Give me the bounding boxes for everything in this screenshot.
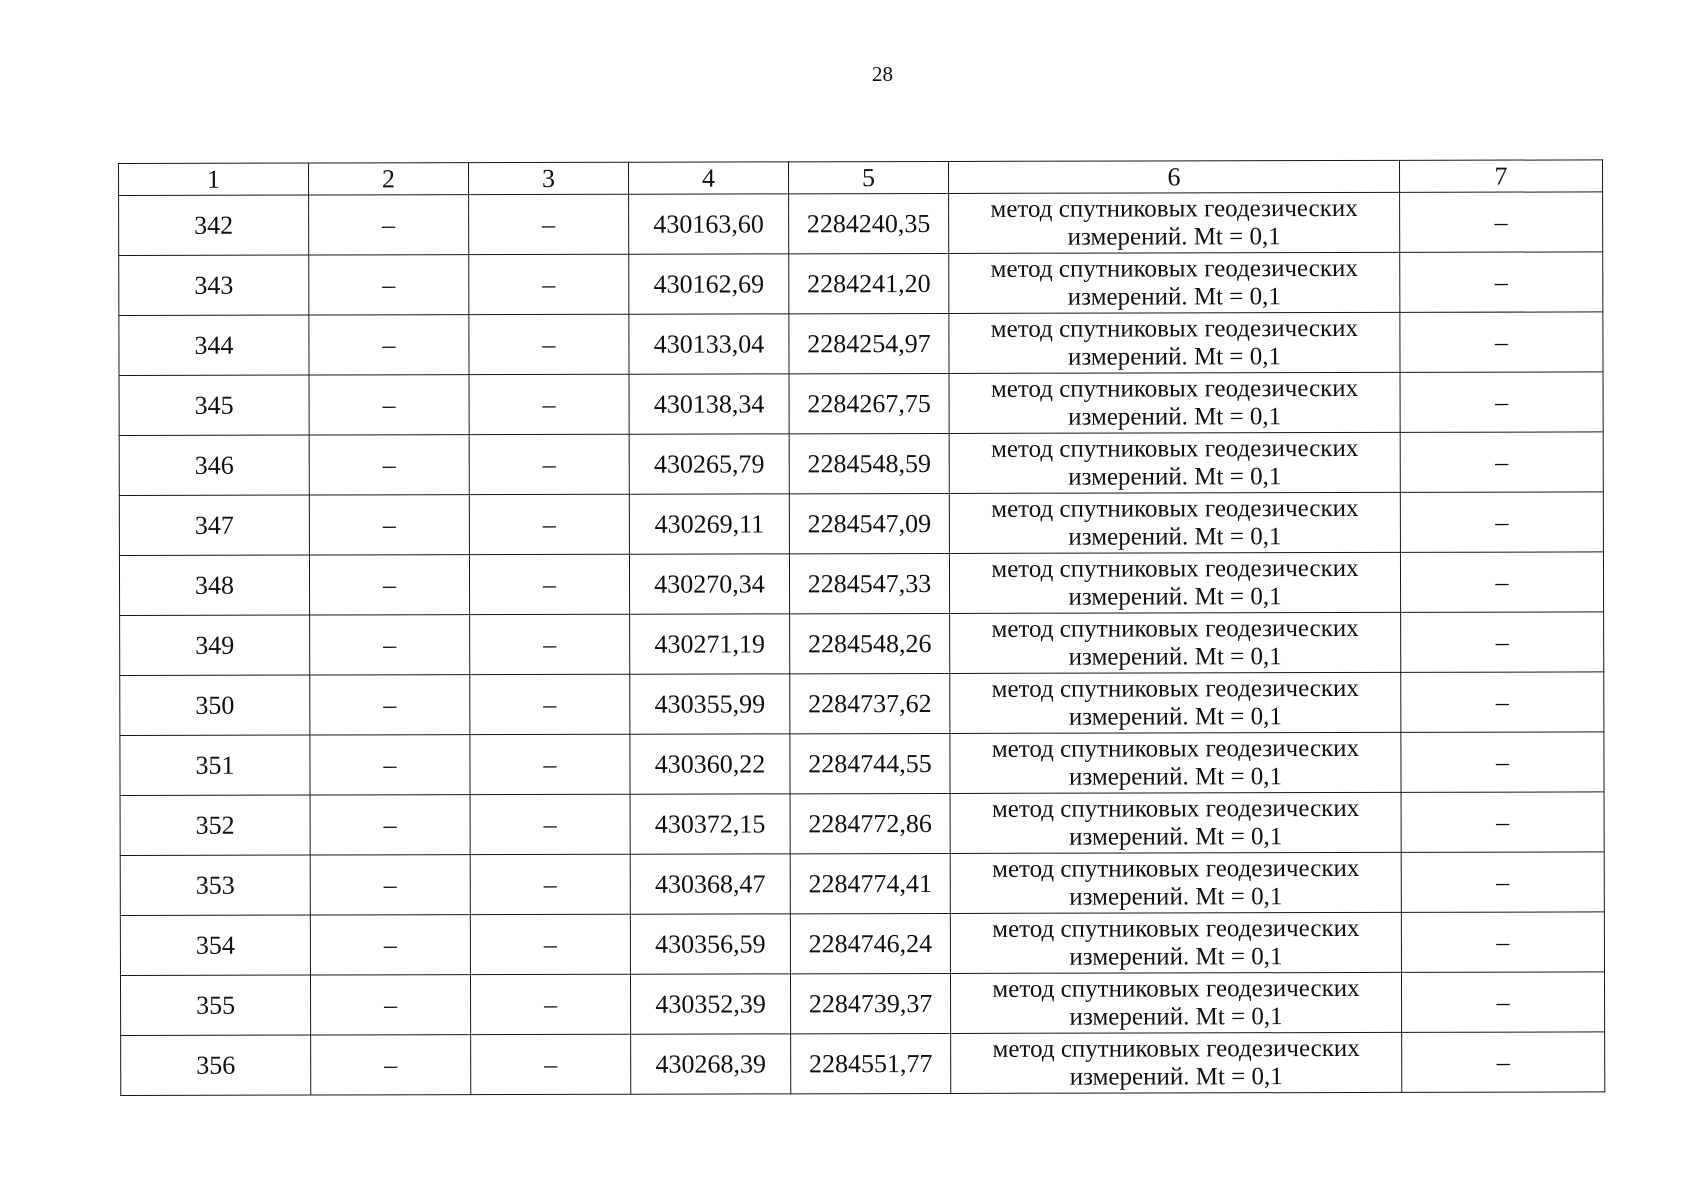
coordinate-x: 430356,59 [630,914,790,974]
cell-col-7: – [1401,852,1604,912]
cell-col-7: – [1400,312,1603,372]
coordinate-x: 430355,99 [630,674,790,734]
cell-col-7: – [1401,972,1604,1032]
coordinate-x: 430269,11 [629,494,789,554]
coordinate-y: 2284744,55 [790,733,950,793]
coordinate-y: 2284548,26 [790,613,950,673]
table-row [119,192,1603,256]
coordinate-y: 2284547,33 [789,553,949,613]
table-row [119,252,1603,316]
page-number: 28 [872,62,893,86]
cell-col-7: – [1400,252,1603,312]
table-row [120,792,1604,856]
coordinate-y: 2284737,62 [790,673,950,733]
cell-col-7: – [1401,612,1604,672]
coordinate-y: 2284240,35 [789,193,949,253]
method-description: метод спутниковых геодезических измерений. Mt = 0,1 [950,852,1401,913]
coordinate-y: 2284241,20 [789,253,949,313]
coordinate-x: 430372,15 [630,794,790,854]
cell-col-7: – [1400,552,1603,612]
coordinate-x: 430368,47 [630,854,790,914]
cell-col-3: – [469,494,629,554]
header-row [119,160,1603,196]
coordinate-y: 2284772,86 [790,793,950,853]
cell-col-3: – [469,254,629,314]
cell-col-3: – [470,854,630,914]
coordinate-x: 430360,22 [630,734,790,794]
cell-col-3: – [469,434,629,494]
coordinate-y: 2284551,77 [791,1033,951,1093]
point-number: 355 [120,975,310,1035]
coordinate-x: 430271,19 [630,614,790,674]
cell-col-2: – [311,1035,471,1095]
cell-col-3: – [470,794,630,854]
coordinate-x: 430352,39 [630,974,790,1034]
point-number: 354 [120,915,310,975]
method-description: метод спутниковых геодезических измерений. Mt = 0,1 [949,372,1400,433]
cell-col-3: – [470,914,630,974]
table-body [119,192,1605,1096]
point-number: 352 [120,795,310,855]
column-header-1: 1 [119,163,309,195]
coordinate-x: 430133,04 [629,314,789,374]
cell-col-3: – [470,614,630,674]
coordinate-x: 430138,34 [629,374,789,434]
table-row [121,1032,1605,1096]
cell-col-2: – [309,195,469,255]
column-header-5: 5 [788,161,948,193]
column-header-4: 4 [628,162,788,194]
cell-col-3: – [469,554,629,614]
method-description: метод спутниковых геодезических измерений. Mt = 0,1 [949,552,1400,613]
cell-col-7: – [1400,432,1603,492]
cell-col-7: – [1400,192,1603,252]
coordinate-y: 2284548,59 [789,433,949,493]
cell-col-2: – [309,315,469,375]
method-description: метод спутниковых геодезических измерений. Mt = 0,1 [949,252,1400,313]
coordinate-x: 430265,79 [629,434,789,494]
point-number: 347 [119,495,309,555]
column-header-2: 2 [309,163,469,195]
table-row [119,312,1603,376]
cell-col-7: – [1401,792,1604,852]
coordinate-y: 2284739,37 [790,973,950,1033]
cell-col-3: – [470,974,630,1034]
method-description: метод спутниковых геодезических измерений. Mt = 0,1 [950,792,1401,853]
table-row [119,432,1603,496]
coordinate-y: 2284746,24 [790,913,950,973]
cell-col-7: – [1401,672,1604,732]
coordinate-y: 2284547,09 [789,493,949,553]
method-description: метод спутниковых геодезических измерений. Mt = 0,1 [949,492,1400,553]
table-row [119,552,1603,616]
point-number: 356 [121,1035,311,1095]
cell-col-2: – [309,495,469,555]
coordinates-table [118,159,1605,1096]
cell-col-2: – [309,555,469,615]
coordinate-y: 2284774,41 [790,853,950,913]
coordinate-x: 430270,34 [629,554,789,614]
cell-col-7: – [1400,372,1603,432]
coordinate-y: 2284254,97 [789,313,949,373]
method-description: метод спутниковых геодезических измерений. Mt = 0,1 [951,1032,1402,1093]
cell-col-2: – [309,435,469,495]
method-description: метод спутниковых геодезических измерений. Mt = 0,1 [949,192,1400,253]
table-row [120,912,1604,976]
table-row [120,732,1604,796]
method-description: метод спутниковых геодезических измерений. Mt = 0,1 [950,612,1401,673]
table-row [119,372,1603,436]
cell-col-3: – [470,674,630,734]
coordinate-x: 430163,60 [629,194,789,254]
point-number: 349 [120,615,310,675]
cell-col-2: – [310,675,470,735]
cell-col-7: – [1401,732,1604,792]
method-description: метод спутниковых геодезических измерений. Mt = 0,1 [949,432,1400,493]
table-row [119,492,1603,556]
cell-col-2: – [309,255,469,315]
method-description: метод спутниковых геодезических измерений. Mt = 0,1 [950,972,1401,1033]
method-description: метод спутниковых геодезических измерений. Mt = 0,1 [950,672,1401,733]
cell-col-2: – [310,795,470,855]
cell-col-2: – [309,375,469,435]
coordinate-x: 430268,39 [631,1034,791,1094]
point-number: 348 [119,555,309,615]
column-header-3: 3 [469,162,629,194]
cell-col-3: – [470,734,630,794]
cell-col-3: – [471,1034,631,1094]
cell-col-3: – [469,194,629,254]
point-number: 350 [120,675,310,735]
cell-col-2: – [310,615,470,675]
method-description: метод спутниковых геодезических измерений. Mt = 0,1 [950,912,1401,973]
cell-col-2: – [310,915,470,975]
cell-col-7: – [1402,1032,1605,1092]
coordinate-y: 2284267,75 [789,373,949,433]
method-description: метод спутниковых геодезических измерений. Mt = 0,1 [950,732,1401,793]
point-number: 344 [119,315,309,375]
point-number: 345 [119,375,309,435]
table-header [119,160,1603,196]
cell-col-3: – [469,314,629,374]
cell-col-3: – [469,374,629,434]
table-row [120,672,1604,736]
cell-col-7: – [1401,912,1604,972]
column-header-6: 6 [948,160,1399,193]
point-number: 351 [120,735,310,795]
point-number: 346 [119,435,309,495]
point-number: 343 [119,255,309,315]
table-row [120,612,1604,676]
coordinate-x: 430162,69 [629,254,789,314]
column-header-7: 7 [1399,160,1602,192]
point-number: 353 [120,855,310,915]
cell-col-2: – [310,735,470,795]
table-row [120,972,1604,1036]
cell-col-2: – [310,975,470,1035]
cell-col-7: – [1400,492,1603,552]
point-number: 342 [119,195,309,255]
method-description: метод спутниковых геодезических измерений. Mt = 0,1 [949,312,1400,373]
cell-col-2: – [310,855,470,915]
table-row [120,852,1604,916]
